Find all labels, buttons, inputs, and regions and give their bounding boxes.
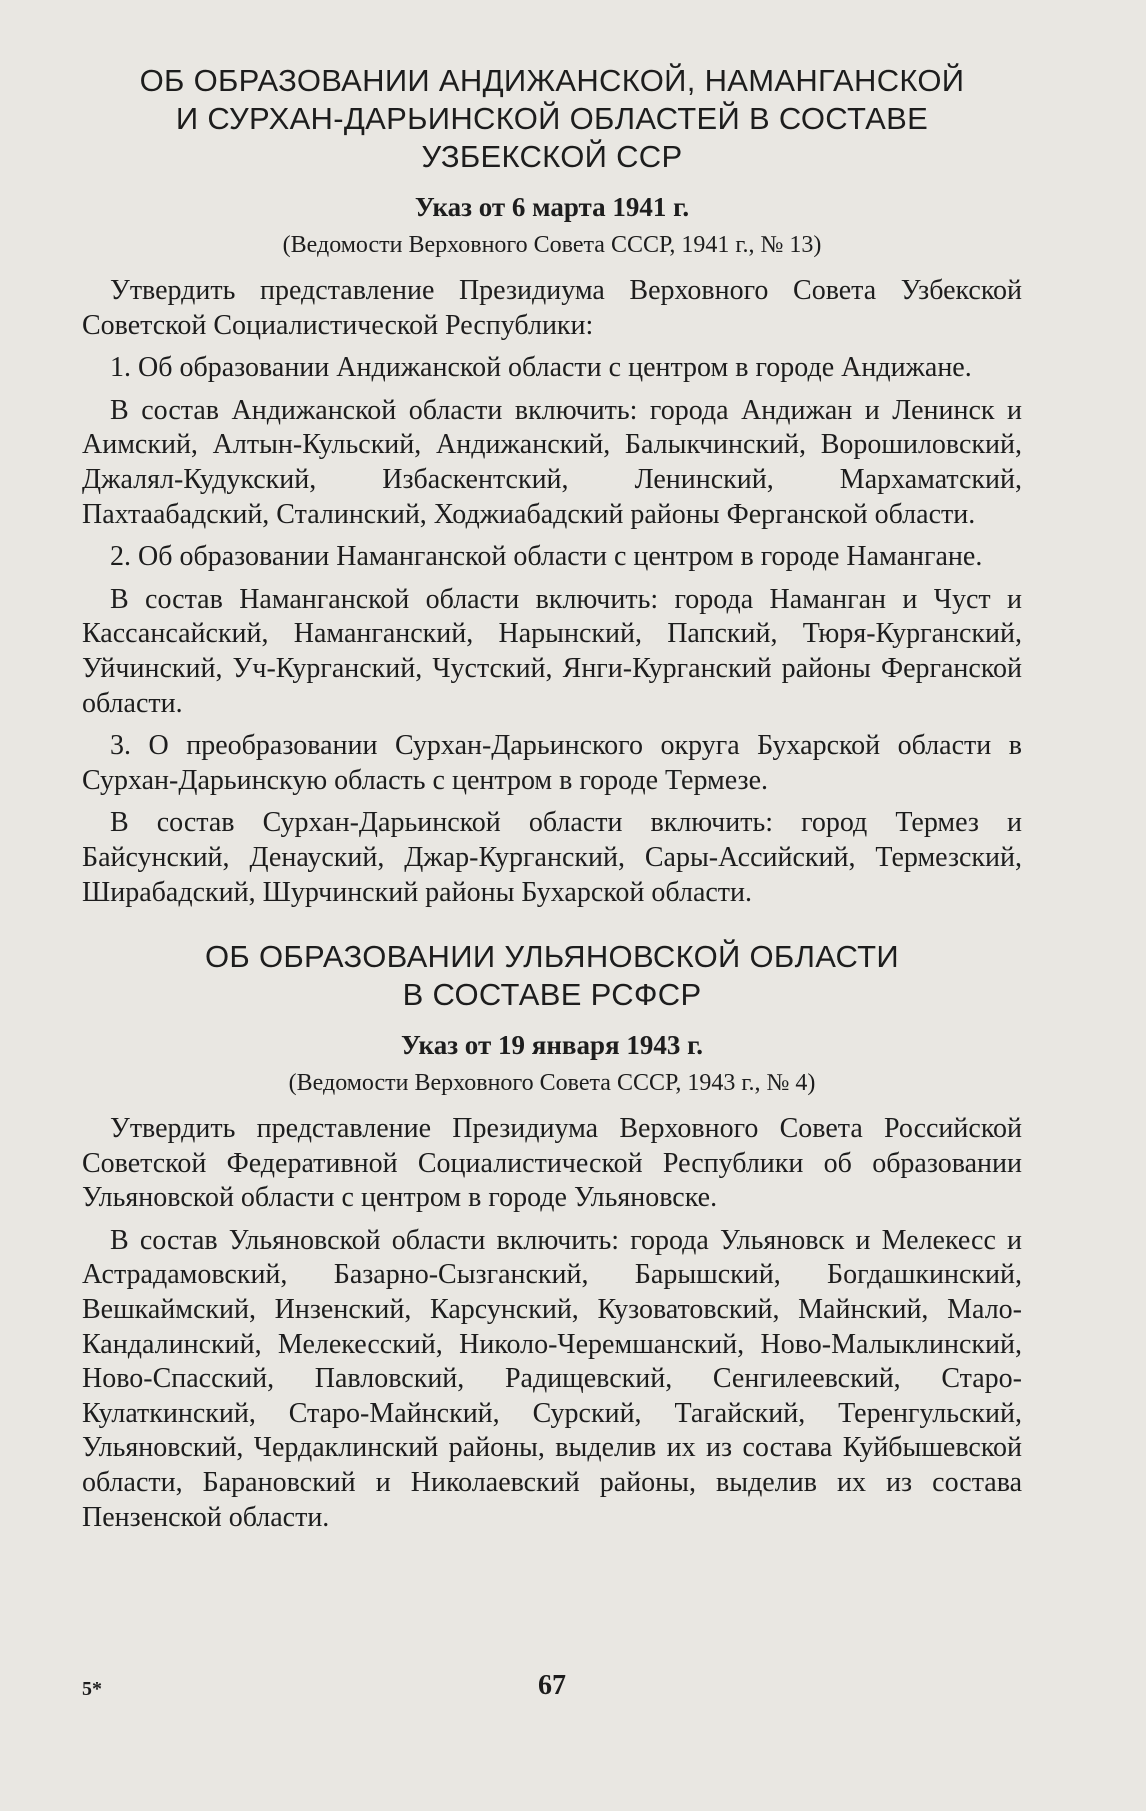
- section1-paragraph: В состав Сурхан-Дарьинской области включить: город Термез и Байсунский, Денауский, Джар-Курганский, Сары-Ассийский, Термезский, Ширабадский, Шурчинский районы Бухарской области.: [82, 807, 1022, 908]
- section2-decree: Указ от 19 января 1943 г.: [400, 1030, 704, 1061]
- signature-mark: 5*: [82, 1678, 102, 1700]
- section1-title-line: УЗБЕКСКОЙ ССР: [421, 139, 683, 174]
- page-footer: [82, 1670, 1022, 1710]
- section2-paragraph: В состав Ульяновской области включить: города Ульяновск и Мелекесс и Астрадамовский, Базарно-Сызганский, Барышский, Богдашкинский, Вешкаймский, Инзенский, Карсунский, Кузоватовский, Майнский, Мало-Кандалинский, Мелекесский, Николо-Черемшанский, Ново-Малыклинский, Ново-Спасский, Павловский, Радищевский, Сенгилеевский, Старо-Кулаткинский, Старо-Майнский, Сурский, Тагайский, Теренгульский, Ульяновский, Чердаклинский районы, выделив их из состава Куйбышевской области, Барановский и Николаевский районы, выделив их из состава Пензенской области.: [82, 1224, 1022, 1533]
- section-divider: [82, 918, 1022, 938]
- section1-paragraph: 3. О преобразовании Сурхан-Дарьинского округа Бухарской области в Сурхан-Дарьинскую область с центром в городе Термезе.: [82, 730, 1022, 796]
- section2-title: [82, 938, 1022, 1014]
- section1-paragraph: 2. Об образовании Наманганской области с центром в городе Намангане.: [110, 541, 983, 573]
- section1-paragraph: Утвердить представление Президиума Верховного Совета Узбекской Советской Социалистической Республики:: [82, 275, 1022, 341]
- section1-paragraph: В состав Андижанской области включить: города Андижан и Ленинск и Аимский, Алтын-Кульский, Андижанский, Балыкчинский, Ворошиловский, Джалял-Кудукский, Избаскентский, Ленинский, Мархаматский, Пахтаабадский, Сталинский, Ходжиабадский районы Ферганской области.: [82, 394, 1022, 530]
- section1-decree: Указ от 6 марта 1941 г.: [414, 192, 690, 222]
- section1-title-line: ОБ ОБРАЗОВАНИИ АНДИЖАНСКОЙ, НАМАНГАНСКОЙ: [139, 63, 965, 98]
- section1-paragraph: В состав Наманганской области включить: города Наманган и Чуст и Кассансайский, Наманганский, Нарынский, Папский, Тюря-Курганский, Уйчинский, Уч-Курганский, Чустский, Янги-Курганский районы Ферганской области.: [82, 583, 1022, 719]
- section2-source: (Ведомости Верховного Совета СССР, 1943 г., № 4): [288, 1070, 816, 1097]
- section2-title-line: В СОСТАВЕ РСФСР: [402, 977, 702, 1013]
- page-number: 67: [538, 1670, 566, 1701]
- section1-paragraph: 1. Об образовании Андижанской области с центром в городе Андижане.: [110, 352, 972, 384]
- section2-title-line: ОБ ОБРАЗОВАНИИ УЛЬЯНОВСКОЙ ОБЛАСТИ: [204, 939, 899, 975]
- section1-title: [82, 62, 1022, 176]
- section1-source: (Ведомости Верховного Совета СССР, 1941 г., № 13): [282, 232, 822, 258]
- section2-paragraph: Утвердить представление Президиума Верховного Совета Российской Советской Федеративной Социалистической Республики об образовании Ульяновской области с центром в городе Ульяновске.: [82, 1113, 1022, 1214]
- document-page: [82, 62, 1022, 1543]
- section1-title-line: И СУРХАН-ДАРЬИНСКОЙ ОБЛАСТЕЙ В СОСТАВЕ: [175, 101, 929, 136]
